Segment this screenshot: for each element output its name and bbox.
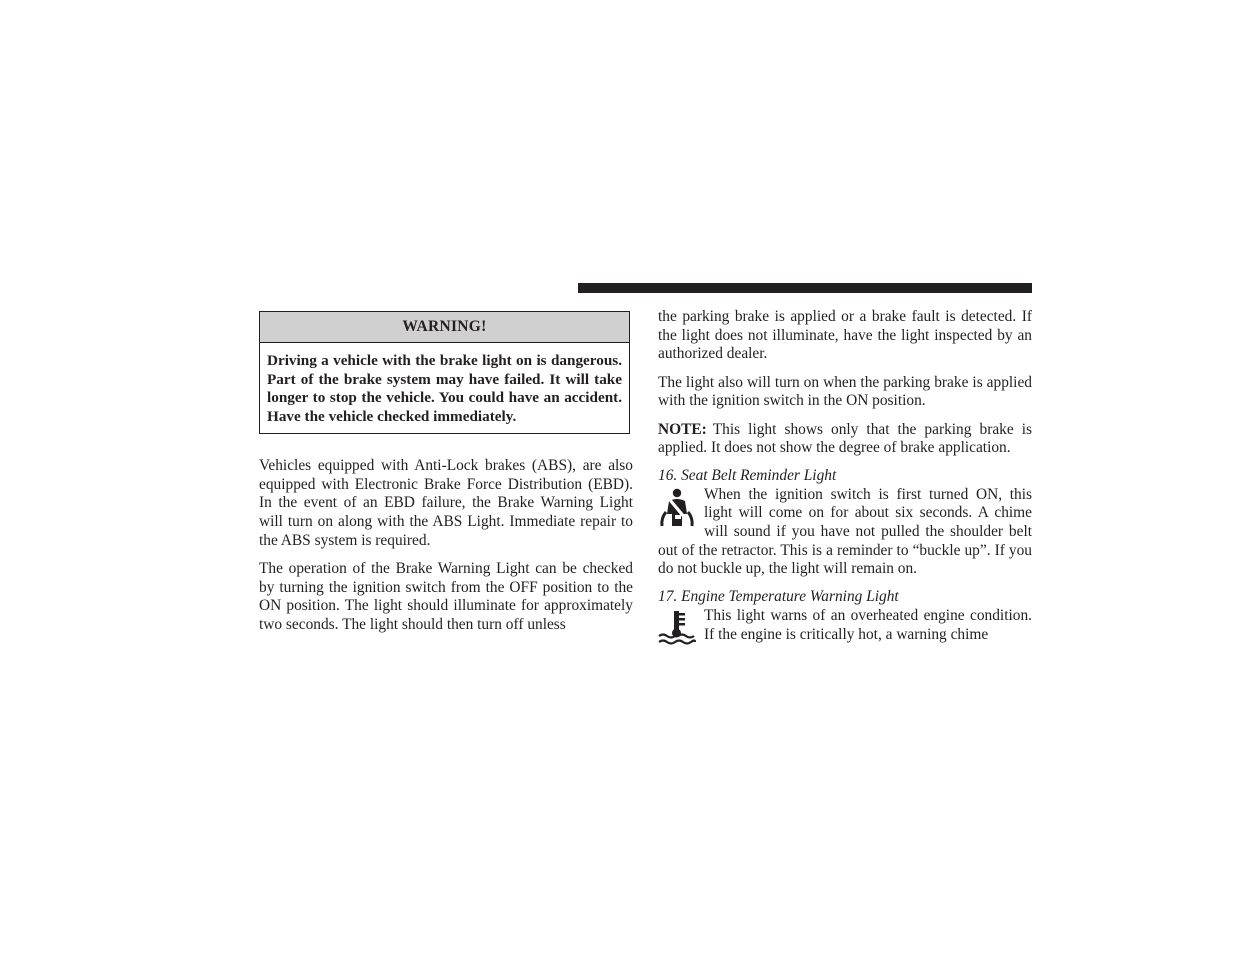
seatbelt-paragraph-block: [658, 486, 1032, 580]
ebd-paragraph: Vehicles equipped with Anti-Lock brakes (ABS), are also equipped with Electronic Brake Force Distribution (EBD). In the event of an EBD failure, the Brake Warning Light will turn on along with the ABS Light. Immediate repair to the ABS system is required.: [259, 456, 633, 549]
note-paragraph: [658, 421, 1032, 458]
seatbelt-icon: [658, 488, 698, 528]
section-17-heading: 17. Engine Temperature Warning Light: [658, 588, 899, 606]
note-text: This light shows only that the parking brake is applied. It does not show the degree of brake application.: [658, 420, 1032, 457]
warning-text: Driving a vehicle with the brake light on is dangerous. Part of the brake system may have failed. It will take longer to stop the vehicle. You could have an accident. Have the vehicle checked immediately.: [267, 352, 622, 426]
brake-light-continued-paragraph: the parking brake is applied or a brake fault is detected. If the light does not illuminate, have the light inspected by an authorized dealer.: [658, 308, 1032, 363]
section-16-heading: 16. Seat Belt Reminder Light: [658, 466, 837, 484]
note-label: NOTE:: [658, 420, 707, 438]
parking-brake-paragraph: The light also will turn on when the parking brake is applied with the ignition switch in the ON position.: [658, 373, 1032, 410]
temperature-paragraph: This light warns of an overheated engine condition. If the engine is critically hot, a warning chime: [704, 606, 1032, 643]
header-rule: [578, 283, 1032, 293]
warning-title: WARNING!: [260, 312, 629, 343]
seatbelt-paragraph: When the ignition switch is first turned ON, this light will come on for about six seconds. A chime will sound if you have not pulled the shoulder belt out of the retractor. This is a reminder to “buckle up”. If you do not buckle up, the light will remain on.: [658, 485, 1032, 578]
engine-temperature-icon: [658, 609, 698, 645]
temperature-paragraph-block: [658, 607, 1032, 645]
right-column: [658, 308, 1032, 645]
brake-light-check-paragraph: The operation of the Brake Warning Light can be checked by turning the ignition switch from the OFF position to the ON position. The light should illuminate for approximately two seconds. The light should then turn off unless: [259, 559, 633, 633]
left-column: [259, 311, 633, 635]
warning-box: [259, 311, 630, 434]
